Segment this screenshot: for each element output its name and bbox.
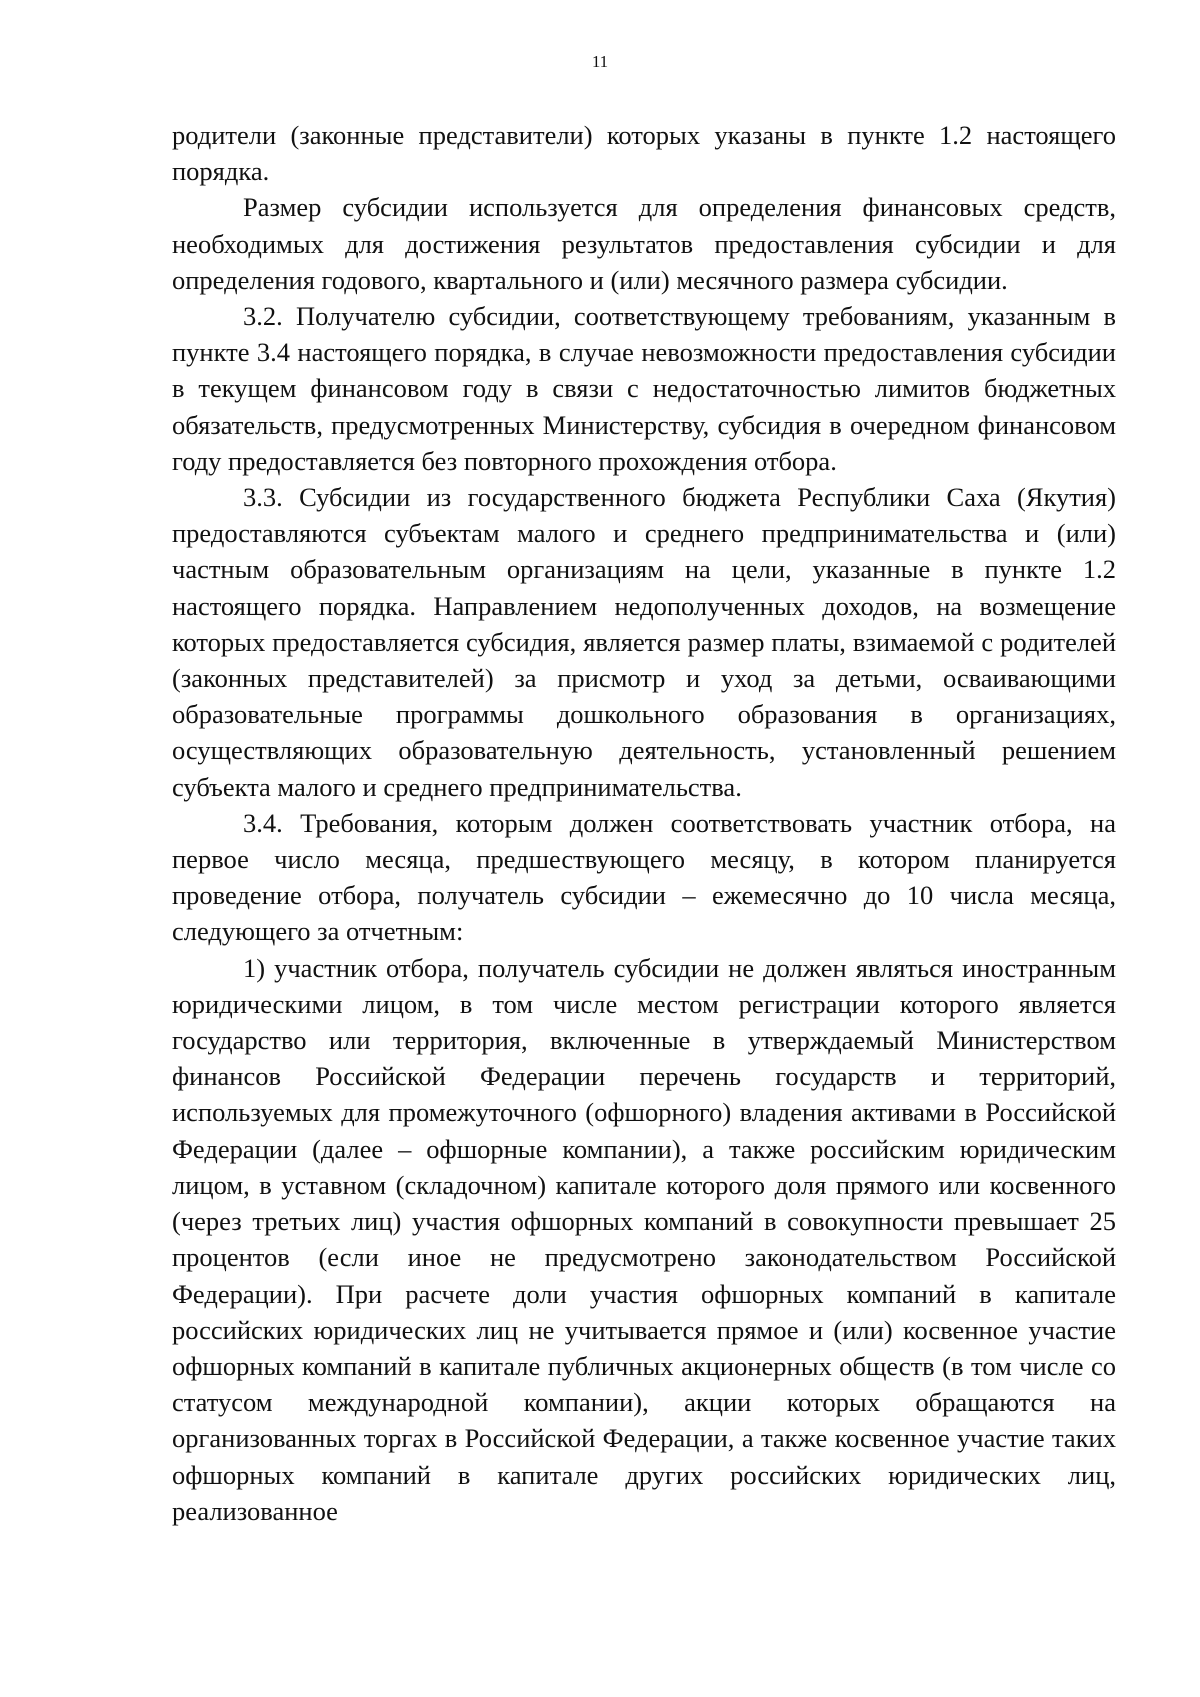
document-body <box>172 117 1116 1529</box>
paragraph-3-2: 3.2. Получателю субсидии, соответствующему требованиям, указанным в пункте 3.4 настоящего порядка, в случае невозможности предоставления субсидии в текущем финансовом году в связи с недостаточностью лимитов бюджетных обязательств, предусмотренных Министерству, субсидия в очередном финансовом году предоставляется без повторного прохождения отбора. <box>172 301 1116 476</box>
paragraph-subsidy-size: Размер субсидии используется для определения финансовых средств, необходимых для достижения результатов предоставления субсидии и для определения годового, квартального и (или) месячного размера субсидии. <box>172 192 1116 295</box>
paragraph-requirement-1: 1) участник отбора, получатель субсидии не должен являться иностранным юридическими лицом, в том числе местом регистрации которого является государство или территория, включенные в утверждаемый Министерством финансов Российской Федерации перечень государств и территорий, используемых для промежуточного (офшорного) владения активами в Российской Федерации (далее – офшорные компании), а также российским юридическим лицом, в уставном (складочном) капитале которого доля прямого или косвенного (через третьих лиц) участия офшорных компаний в совокупности превышает 25 процентов (если иное не предусмотрено законодательством Российской Федерации). При расчете доли участия офшорных компаний в капитале российских юридических лиц не учитывается прямое и (или) косвенное участие офшорных компаний в капитале публичных акционерных обществ (в том числе со статусом международной компании), акции которых обращаются на организованных торгах в Российской Федерации, а также косвенное участие таких офшорных компаний в капитале других российских юридических лиц, реализованное <box>172 952 1116 1526</box>
page-number: 11 <box>591 52 609 71</box>
paragraph-3-3: 3.3. Субсидии из государственного бюджета Республики Саха (Якутия) предоставляются субъектам малого и среднего предпринимательства и (или) частным образовательным организациям на цели, указанные в пункте 1.2 настоящего порядка. Направлением недополученных доходов, на возмещение которых предоставляется субсидия, является размер платы, взимаемой с родителей (законных представителей) за присмотр и уход за детьми, осваивающими образовательные программы дошкольного образования в организациях, осуществляющих образовательную деятельность, установленный решением субъекта малого и среднего предпринимательства. <box>172 482 1116 802</box>
paragraph-3-4: 3.4. Требования, которым должен соответствовать участник отбора, на первое число месяца, предшествующего месяцу, в котором планируется проведение отбора, получатель субсидии – ежемесячно до 10 числа месяца, следующего за отчетным: <box>172 807 1116 947</box>
paragraph-continuation: родители (законные представители) которых указаны в пункте 1.2 настоящего порядка. <box>172 120 1116 187</box>
